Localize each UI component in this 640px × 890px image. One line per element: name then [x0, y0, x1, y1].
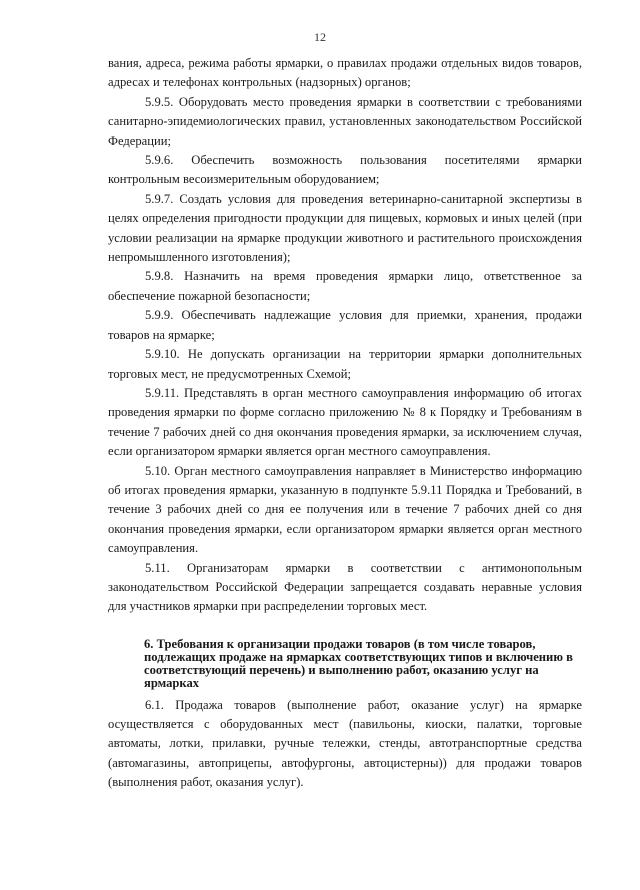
paragraph-5-9-5: 5.9.5. Оборудовать место проведения ярмарки в соответствии с требованиями санитарно-эпидемиологических правил, установленных законодательством Российской Федерации;	[108, 94, 582, 148]
page-number: 12	[314, 30, 326, 44]
paragraph-5-9-7: 5.9.7. Создать условия для проведения ветеринарно-санитарной экспертизы в целях определения пригодности продукции для пищевых, кормовых и иных целей (при условии реализации на ярмарке продукции животного и растительного происхождения непромышленного изготовления);	[108, 191, 582, 265]
paragraph-5-9-9: 5.9.9. Обеспечивать надлежащие условия для приемки, хранения, продажи товаров на ярмарке;	[108, 308, 582, 342]
paragraph-5-11: 5.11. Организаторам ярмарки в соответствии с антимонопольным законодательством Российской Федерации запрещается создавать неравные условия для участников ярмарки при распределении торговых мест.	[108, 560, 582, 614]
paragraph-5-9-11: 5.9.11. Представлять в орган местного самоуправления информацию об итогах проведения ярмарки по форме согласно приложению № 8 к Порядку и Требованиям в течение 7 рабочих дней со дня окончания проведения ярмарки, за исключением случая, если организатором ярмарки является орган местного самоуправления.	[108, 385, 582, 459]
paragraph-5-9-8: 5.9.8. Назначить на время проведения ярмарки лицо, ответственное за обеспечение пожарной безопасности;	[108, 269, 582, 303]
paragraph-continuation: вания, адреса, режима работы ярмарки, о правилах продажи отдельных видов товаров, адресах и телефонах контрольных (надзорных) органов;	[108, 56, 582, 90]
paragraph-5-10: 5.10. Орган местного самоуправления направляет в Министерство информацию об итогах проведения ярмарки, указанную в подпункте 5.9.11 Порядка и Требований, в течение 3 рабочих дней со дня ее получения или в течение 7 рабочих дней со дня окончания проведения ярмарки, если организатором ярмарки является орган местного самоуправления.	[108, 463, 582, 556]
section-6-heading: 6. Требования к организации продажи товаров (в том числе товаров, подлежащих продаже на ярмарках соответствующих типов и включению в соответствующий перечень) и выполнению работ, оказанию услуг на ярмарках	[144, 636, 573, 691]
document-body	[108, 54, 582, 793]
paragraph-5-9-6: 5.9.6. Обеспечить возможность пользования посетителями ярмарки контрольным весоизмерительным оборудованием;	[108, 153, 582, 187]
paragraph-6-1: 6.1. Продажа товаров (выполнение работ, оказание услуг) на ярмарке осуществляется с оборудованных мест (павильоны, киоски, палатки, торговые автоматы, лотки, прилавки, ручные тележки, стенды, автотранспортные средства (автомагазины, автоприцепы, автофургоны, автоцистерны)) для продажи товаров (выполнения работ, оказания услуг).	[108, 697, 582, 790]
paragraph-5-9-10: 5.9.10. Не допускать организации на территории ярмарки дополнительных торговых мест, не предусмотренных Схемой;	[108, 347, 582, 381]
